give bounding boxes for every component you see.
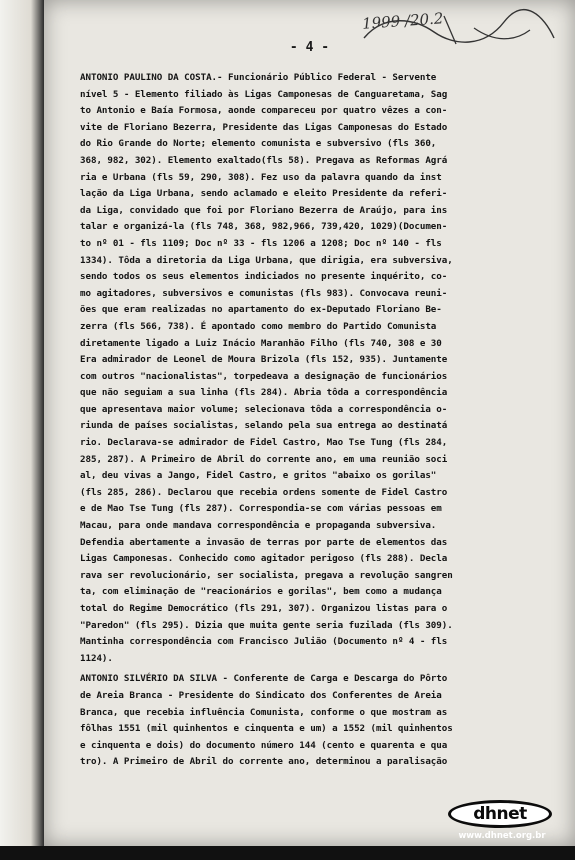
text-line: Macau, para onde mandava correspondência e propaganda subversiva. [80,520,437,532]
text-line: Defendia abertamente a invasão de terras por parte de elementos das [80,536,448,548]
text-line: mo agitadores, subversivos e comunistas (fls 983). Convocava reuni- [80,287,448,299]
text-line: ria e Urbana (fls 59, 290, 308). Fez uso da palavra quando da inst [80,171,442,183]
text-line: Branca, que recebia influência Comunista, conforme o que mostram as [80,706,448,718]
text-line: rio. Declarava-se admirador de Fidel Castro, Mao Tse Tung (fls 284, [80,437,448,449]
handwritten-note: 1999 /20.2 [361,9,444,33]
text-line: que não seguiam a sua linha (fls 284). Abria tôda a correspondência [80,387,448,399]
text-line: tro). A Primeiro de Abril do corrente ano, determinou a paralisação [80,756,448,768]
watermark-url: www.dhnet.org.br [458,831,546,841]
text-line: diretamente ligado a Luiz Inácio Maranhão Filho (fls 740, 308 e 30 [80,337,442,349]
page-left-edge [0,0,44,860]
dhnet-logo: dhnet [448,800,552,828]
text-line: riunda de países socialistas, selando pela sua entrega ao destinatá [80,420,448,432]
document-body [80,70,574,771]
text-line: to nº 01 - fls 1109; Doc nº 33 - fls 1206 a 1208; Doc nº 140 - fls [80,237,442,249]
text-line: 1334). Tôda a diretoria da Liga Urbana, que dirigia, era subversiva, [80,254,453,266]
text-line: (fls 285, 286). Declarou que recebia ordens somente de Fidel Castro [80,486,448,498]
paragraph-antonio-paulino [80,70,574,667]
text-line: sendo todos os seus elementos indiciados no presente inquérito, co- [80,271,448,283]
text-line: da Liga, convidado que foi por Floriano Bezerra de Araújo, para ins [80,204,448,216]
text-line: com outros "nacionalistas", torpedeava a designação de funcionários [80,370,448,382]
text-line: 368, 982, 302). Elemento exaltado(fls 58). Pregava as Reformas Agrá [80,154,448,166]
text-line: e de Mao Tse Tung (fls 287). Correspondia-se com várias pessoas em [80,503,442,515]
text-line: Mantinha correspondência com Francisco Julião (Documento nº 4 - fls [80,636,448,648]
text-line: ANTONIO SILVÉRIO DA SILVA - Conferente de Carga e Descarga do Pôrto [80,673,448,685]
text-line: total do Regime Democrático (fls 291, 307). Organizou listas para o [80,603,448,614]
page-number: - 4 - [289,40,330,55]
text-line: e cinquenta e dois) do documento número 144 (cento e quarenta e qua [80,739,448,751]
text-line: nível 5 - Elemento filiado às Ligas Camponesas de Canguaretama, Sag [80,88,448,100]
text-line: do Rio Grande do Norte; elemento comunista e subversivo (fls 360, [80,138,437,150]
text-line: ANTONIO PAULINO DA COSTA.- Funcionário Público Federal - Servente [80,72,437,83]
text-line: fôlhas 1551 (mil quinhentos e cinquenta e um) a 1552 (mil quinhentos [80,723,453,735]
text-line: ões que eram realizadas no apartamento do ex-Deputado Floriano Be- [80,304,442,316]
text-line: rava ser revolucionário, ser socialista, pregava a revolução sangren [80,569,453,581]
text-line: ta, com eliminação de "reacionários e gorilas", bem como a mudança [80,586,442,598]
text-line: to Antonio e Baía Formosa, aonde compareceu por quatro vêzes a con- [80,105,448,117]
text-line: talar e organizá-la (fls 748, 368, 982,966, 739,420, 1029)(Documen- [80,221,448,233]
text-line: zerra (fls 566, 738). É apontado como membro do Partido Comunista [80,320,437,332]
text-line: Era admirador de Leonel de Moura Brizola (fls 152, 935). Juntamente [80,354,448,366]
text-line: "Paredon" (fls 295). Dizia que muita gente seria fuzilada (fls 309). [80,619,453,631]
paragraph-antonio-silverio [80,671,574,771]
dhnet-watermark [438,800,566,852]
text-line: 1124). [80,652,113,664]
text-line: Ligas Camponesas. Conhecido como agitador perigoso (fls 288). Decla [80,553,448,565]
text-line: 285, 287). A Primeiro de Abril do corrente ano, em uma reunião soci [80,453,448,465]
document-page [44,0,575,846]
text-line: vite de Floriano Bezerra, Presidente das Ligas Camponesas do Estado [80,121,448,133]
text-line: lação da Liga Urbana, sendo aclamado e eleito Presidente da referi- [80,188,448,200]
text-line: de Areia Branca - Presidente do Sindicato dos Conferentes de Areia [80,689,442,701]
text-line: al, deu vivas a Jango, Fidel Castro, e gritos "abaixo os gorilas" [80,470,437,482]
text-line: que apresentava maior volume; selecionava tôda a correspondência o- [80,403,448,415]
